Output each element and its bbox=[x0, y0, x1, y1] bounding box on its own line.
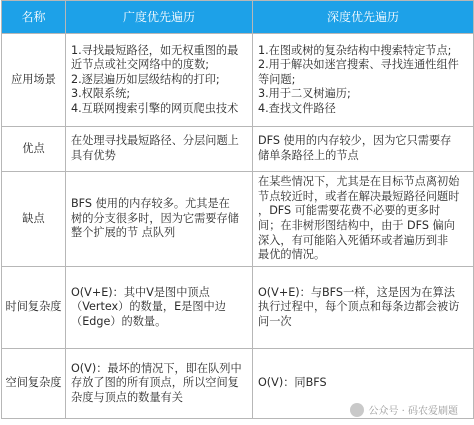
header-name: 名称 bbox=[2, 1, 66, 34]
row-label: 时间复杂度 bbox=[2, 267, 66, 349]
bfs-cell bbox=[66, 349, 253, 419]
cell-line: 3.用于二叉树遍历; bbox=[258, 87, 351, 101]
cell-line: 整个扩展的节 点队列 bbox=[71, 226, 176, 240]
cell-line: ，DFS 可能需要花费不必要的更多时 bbox=[258, 204, 441, 218]
cell-line: 深入，有可能陷入死循环或者遍历到非 bbox=[258, 233, 449, 247]
row-label: 空间复杂度 bbox=[2, 349, 66, 419]
cell-line: 执行过程中，每个顶点和每条边都会被访 bbox=[258, 300, 460, 314]
cell-line: 2.用于解决如迷宫搜索、寻找连通性组件 bbox=[258, 58, 459, 72]
row-disadvantages bbox=[2, 172, 474, 267]
cell-line: 节点较近时，或者在解决最短路径问题时 bbox=[258, 189, 460, 203]
cell-line: O(V)：同BFS bbox=[258, 376, 327, 390]
header-bfs: 广度优先遍历 bbox=[66, 1, 253, 34]
cell-line: 4.查找文件路径 bbox=[258, 101, 336, 115]
row-time-complexity bbox=[2, 267, 474, 349]
cell-line: 最优的情况。 bbox=[258, 248, 326, 262]
cell-line: 存放了图的所有顶点，所以空间复 bbox=[71, 376, 239, 390]
bfs-cell bbox=[66, 34, 253, 127]
cell-line: （Edge）的数量。 bbox=[71, 314, 167, 328]
cell-line: 1.在图或树的复杂结构中搜索特定节点; bbox=[258, 43, 452, 57]
cell-line: 在某些情况下，尤其是在目标节点离初始 bbox=[258, 175, 460, 189]
header-row bbox=[2, 1, 474, 34]
bfs-cell bbox=[66, 172, 253, 267]
cell-line: O(V+E)：其中V是图中顶点 bbox=[71, 285, 210, 299]
row-advantages bbox=[2, 127, 474, 172]
dfs-cell bbox=[253, 34, 474, 127]
cell-line: O(V)：最坏的情况下，即在队列中 bbox=[71, 361, 242, 375]
cell-line: 问一次 bbox=[258, 314, 292, 328]
cell-line: 储单条路径上的节点 bbox=[258, 149, 359, 162]
wechat-logo-icon bbox=[350, 403, 364, 417]
cell-line: 1.寻找最短路径，如无权重图的最 bbox=[71, 43, 239, 57]
cell-line: 3.权限系统; bbox=[71, 87, 131, 101]
cell-line: BFS 使用的内存较多。尤其是在 bbox=[71, 197, 230, 211]
row-application bbox=[2, 34, 474, 127]
cell-line: 4.互联网搜索引擎的网页爬虫技术 bbox=[71, 101, 239, 115]
cell-line: 杂度与顶点的数量有关 bbox=[71, 390, 183, 404]
cell-line: O(V+E)：与BFS一样，这是因为在算法 bbox=[258, 285, 455, 299]
bfs-cell bbox=[66, 127, 253, 172]
cell-line: 在处理寻找最短路径、分层问题上 bbox=[71, 134, 239, 148]
cell-line: （Vertex）的数量，E是图中边 bbox=[71, 300, 226, 314]
cell-line: 树的分支很多时，因为它需要存储 bbox=[71, 211, 239, 225]
cell-line: 具有优势 bbox=[71, 149, 116, 162]
row-label: 缺点 bbox=[2, 172, 66, 267]
cell-line: 2.逐层遍历如层级结构的打印; bbox=[71, 72, 220, 86]
bfs-cell bbox=[66, 267, 253, 349]
cell-line: 近节点或社交网络中的度数; bbox=[71, 58, 210, 72]
comparison-table bbox=[1, 0, 474, 419]
cell-line: DFS 使用的内存较少，因为它只需要存 bbox=[258, 134, 452, 148]
cell-line: 等问题; bbox=[258, 72, 296, 86]
watermark bbox=[350, 402, 458, 417]
row-label: 应用场景 bbox=[2, 34, 66, 127]
dfs-cell bbox=[253, 127, 474, 172]
header-dfs: 深度优先遍历 bbox=[253, 1, 474, 34]
watermark-text: 公众号 · 码农爱刷题 bbox=[368, 406, 458, 417]
dfs-cell bbox=[253, 267, 474, 349]
row-label: 优点 bbox=[2, 127, 66, 172]
dfs-cell bbox=[253, 172, 474, 267]
cell-line: 间；在非树形图结构中，由于 DFS 偏向 bbox=[258, 219, 455, 232]
